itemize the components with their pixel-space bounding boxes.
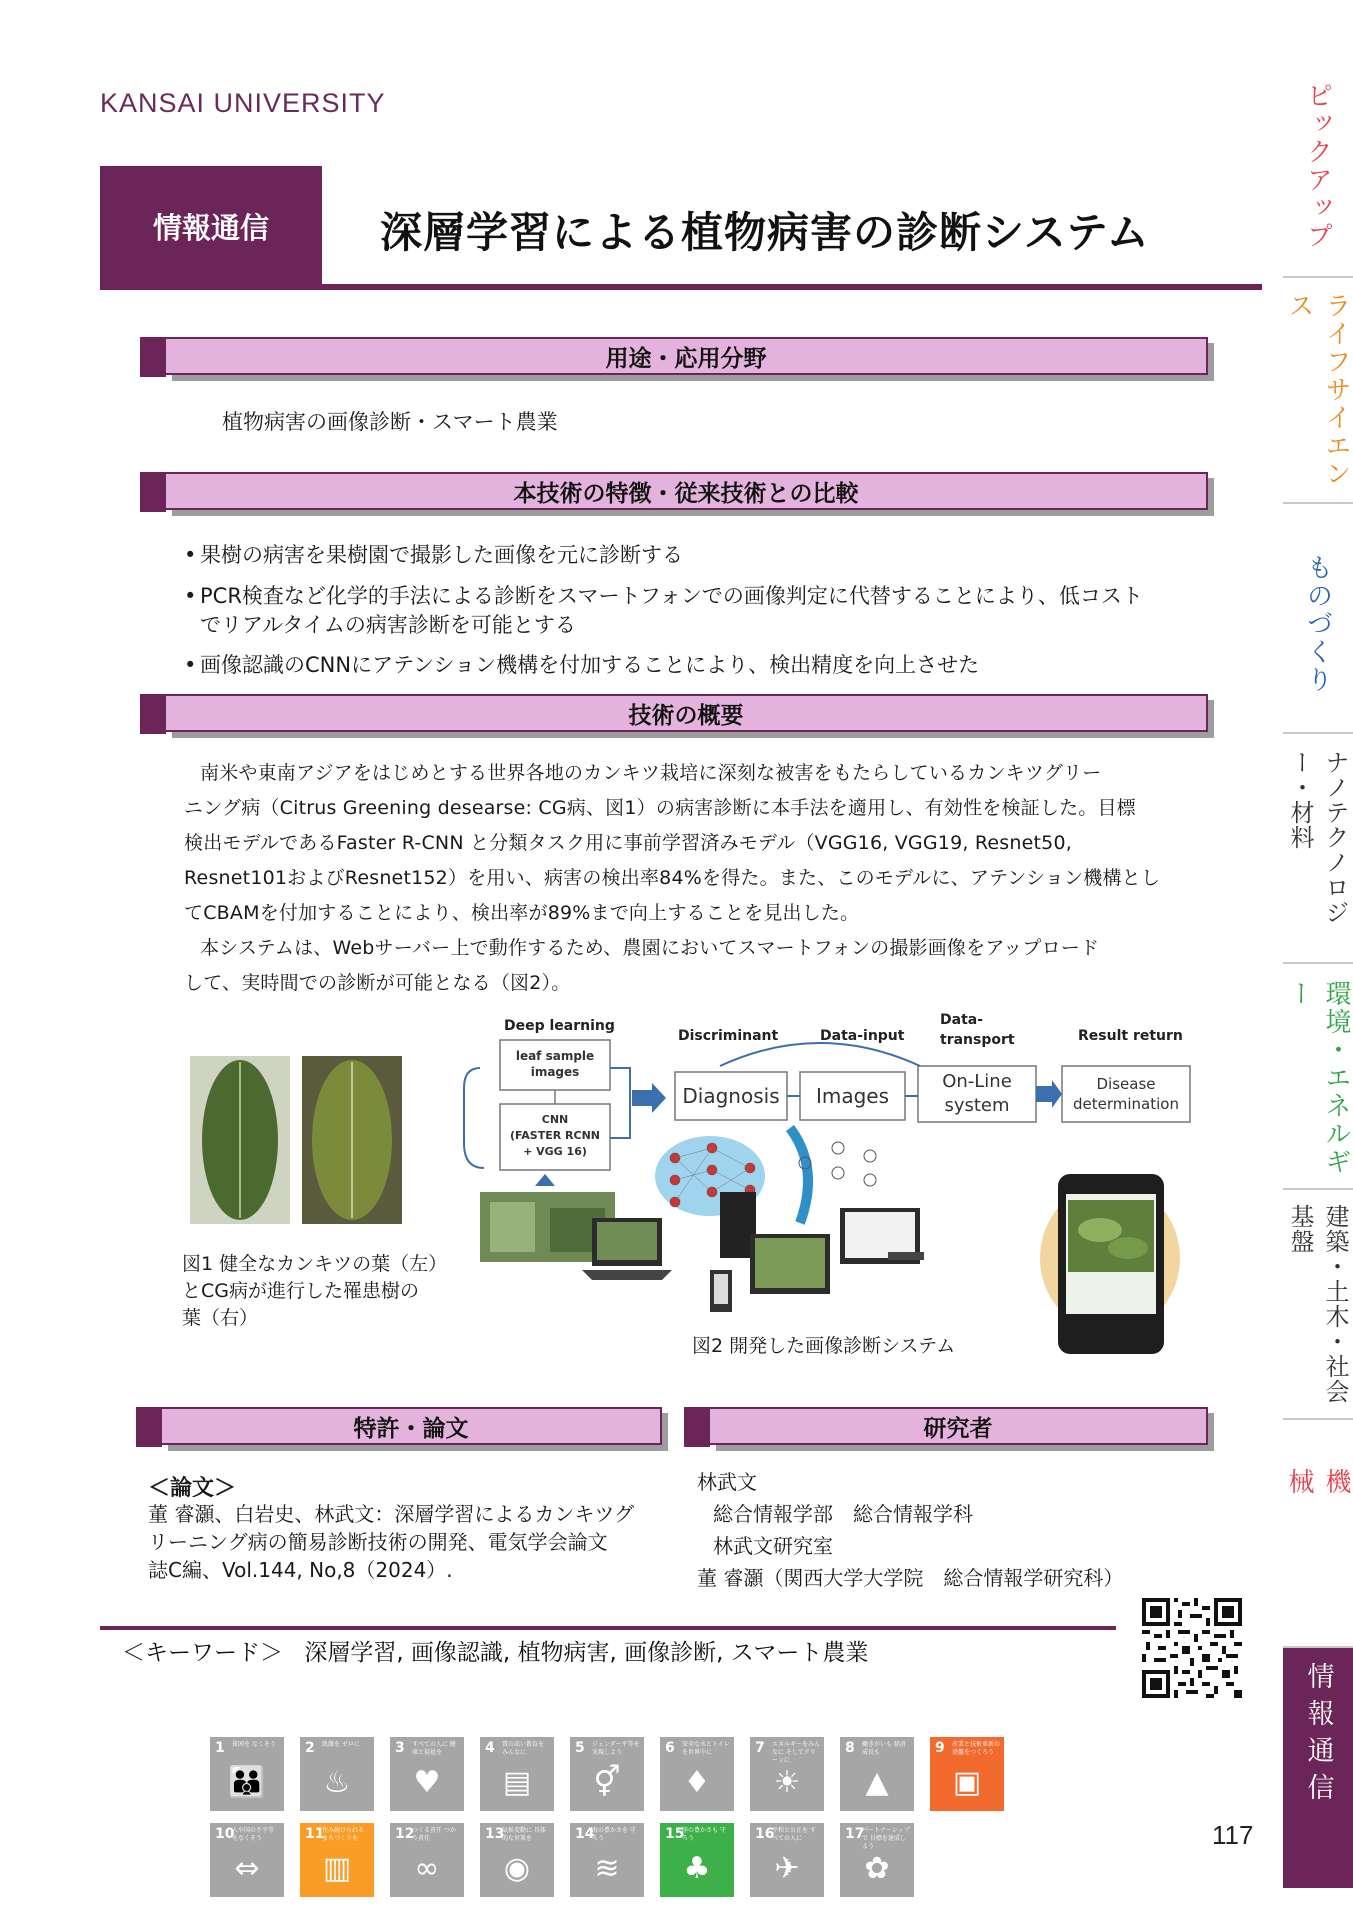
fig2-label-data-transport — [940, 1010, 1015, 1050]
bowl-icon: ♨ — [323, 1765, 351, 1800]
side-nav-divider — [1283, 962, 1353, 964]
researcher-affiliation: 総合情報学部 総合情報学科 — [713, 1502, 973, 1526]
patents-line: リーニング病の簡易診断技術の開発、電気学会論文 — [148, 1530, 608, 1554]
sdg-label: 平和と公正を すべての人に — [772, 1827, 816, 1842]
researchers-body — [697, 1466, 1123, 1594]
section-header-features — [140, 472, 1208, 514]
fig2-cnn-line: (FASTER RCNN — [510, 1129, 600, 1142]
section-title: 技術の概要 — [166, 694, 1208, 732]
side-nav-divider — [1283, 1418, 1353, 1420]
fig2-box-images: Images — [815, 1084, 890, 1108]
section-title: 本技術の特徴・従来技術との比較 — [166, 472, 1208, 510]
gender-icon: ⚥ — [593, 1765, 621, 1800]
sdg-label: 住み続けられる まちづくりを — [322, 1827, 365, 1842]
side-nav-label: ライフサイエンス — [1284, 292, 1351, 488]
feature-bullet: • 果樹の病害を果樹園で撮影した画像を元に診断する — [200, 541, 683, 570]
overview-line: ニング病（Citrus Greening desearse: CG病、図1）の病害診断に本手法を適用し、有効性を検証した。目標 — [184, 797, 1136, 819]
side-nav-item-pickup[interactable] — [1283, 82, 1353, 262]
figure1-caption — [182, 1251, 447, 1332]
city-icon: ▥ — [322, 1851, 352, 1886]
sdg-goal-14 — [570, 1823, 644, 1897]
sdg-goal-5 — [570, 1737, 644, 1811]
section-title: 用途・応用分野 — [166, 337, 1208, 375]
sdg-label: 貧困を なくそう — [232, 1741, 276, 1748]
section-title: 特許・論文 — [162, 1407, 662, 1445]
side-nav-item-ict-active[interactable] — [1283, 1648, 1353, 1888]
fig2-leaf-box — [500, 1048, 610, 1080]
fig2-label-data-input: Data-input — [820, 1028, 905, 1044]
sdg-icons — [210, 1737, 1170, 1897]
side-nav-divider — [1283, 732, 1353, 734]
fig2-leaf-line: images — [530, 1065, 580, 1079]
sdg-goal-12 — [390, 1823, 464, 1897]
sdg-goal-16 — [750, 1823, 824, 1897]
sdg-number: 8 — [845, 1740, 855, 1756]
page-number: 117 — [1212, 1820, 1254, 1850]
sdg-goal-11 — [300, 1823, 374, 1897]
section-cap — [140, 337, 166, 377]
sdg-number: 15 — [665, 1826, 685, 1842]
sdg-label: パートナーシップで 目標を達成しよう — [862, 1827, 910, 1850]
side-nav-label: ものづくり — [1302, 554, 1333, 694]
sdg-number: 17 — [845, 1826, 865, 1842]
sdg-goal-6 — [660, 1737, 734, 1811]
sdg-goal-3 — [390, 1737, 464, 1811]
side-nav-item-nanotech[interactable] — [1283, 750, 1353, 962]
sdg-number: 16 — [755, 1826, 775, 1842]
side-nav-label: 機 械 — [1284, 1468, 1351, 1564]
fig2-disease-line: Disease — [1096, 1075, 1156, 1093]
book-icon: ▤ — [502, 1765, 532, 1800]
section-cap — [136, 1407, 162, 1447]
sdg-label: 産業と技術革新の 基盤をつくろう — [952, 1741, 1001, 1756]
overview-line: 本システムは、Webサーバー上で動作するため、農園においてスマートフォンの撮影画像をアップロード — [200, 937, 1100, 959]
sdg-goal-2 — [300, 1737, 374, 1811]
side-nav-label: ナノテクノロジー・材料 — [1286, 750, 1349, 925]
sdg-goal-4 — [480, 1737, 554, 1811]
side-nav-item-mechanical[interactable] — [1283, 1468, 1353, 1608]
side-nav-divider — [1283, 276, 1353, 278]
sdg-goal-9 — [930, 1737, 1004, 1811]
infinity-icon: ∞ — [414, 1851, 440, 1886]
overview-line: 南米や東南アジアをはじめとする世界各地のカンキツ栽培に深刻な被害をもたらしているカンキツグリー — [200, 762, 1102, 784]
sdg-label: 人や国の不平等 をなくそう — [232, 1827, 275, 1842]
side-nav-item-monozukuri[interactable] — [1283, 554, 1353, 704]
section-cap — [684, 1407, 710, 1447]
water-drop-icon: ♦ — [683, 1765, 711, 1800]
section-cap — [140, 472, 166, 512]
overview-line: Resnet101およびResnet152）を用い、病害の検出率84%を得た。また、このモデルに、アテンション機構とし — [184, 867, 1161, 889]
sdg-label: 陸の豊かさも 守ろう — [682, 1827, 726, 1842]
sdg-label: 安全な水とトイレ を世界中に — [682, 1741, 730, 1756]
fig2-box-diagnosis: Diagnosis — [682, 1084, 780, 1108]
sdg-label: 質の高い教育を みんなに — [502, 1741, 545, 1756]
section-header-application — [140, 337, 1208, 379]
side-nav-label: 情報通信 — [1302, 1662, 1334, 1810]
fig2-label-deep-learning: Deep learning — [504, 1018, 615, 1034]
brand-name: KANSAI UNIVERSITY — [100, 88, 386, 118]
sdg-number: 12 — [395, 1826, 415, 1842]
sdg-label: 気候変動に 具体的な対策を — [502, 1827, 546, 1842]
section-title: 研究者 — [710, 1407, 1208, 1445]
figure2-caption: 図2 開発した画像診断システム — [692, 1335, 956, 1357]
sdg-label: エネルギーをみんなに そしてクリーンに — [772, 1741, 821, 1764]
side-nav-divider — [1283, 1188, 1353, 1190]
fig2-transport-line: transport — [940, 1032, 1015, 1048]
section-cap — [140, 694, 166, 734]
side-nav-label: 建築・土木・社会基盤 — [1286, 1204, 1349, 1404]
title-rule — [100, 284, 1262, 290]
fish-icon: ≋ — [594, 1851, 620, 1886]
fig2-cnn-line: + VGG 16) — [523, 1145, 587, 1158]
sdg-goal-8 — [840, 1737, 914, 1811]
figure1-caption-line: とCG病が進行した罹患樹の — [182, 1280, 419, 1302]
side-nav-divider — [1283, 502, 1353, 504]
sdg-number: 4 — [485, 1740, 495, 1756]
keywords-label: ＜キーワード＞ — [122, 1640, 283, 1666]
sdg-goal-15 — [660, 1823, 734, 1897]
category-tag: 情報通信 — [100, 166, 322, 286]
sdg-number: 7 — [755, 1740, 765, 1756]
sdg-goal-13 — [480, 1823, 554, 1897]
figure1-caption-line: 葉（右） — [182, 1307, 259, 1329]
fig2-label-result-return: Result return — [1078, 1028, 1183, 1044]
application-text: 植物病害の画像診断・スマート農業 — [222, 410, 558, 434]
heartbeat-icon: ♥ — [413, 1765, 441, 1800]
people-icon: 👪 — [228, 1765, 266, 1800]
tree-icon: ♣ — [683, 1851, 711, 1886]
side-nav-item-architecture[interactable] — [1283, 1204, 1353, 1414]
sdg-number: 3 — [395, 1740, 405, 1756]
sdg-number: 13 — [485, 1826, 505, 1842]
researcher-name: 董 睿灝（関西大学大学院 総合情報学研究科） — [697, 1566, 1124, 1590]
figure1-leaf-photos — [190, 1056, 402, 1224]
flower-icon: ✿ — [864, 1851, 890, 1886]
fig2-online-line: system — [944, 1095, 1010, 1116]
section-header-patents — [136, 1407, 662, 1449]
sdg-number: 1 — [215, 1740, 225, 1756]
sdg-number: 14 — [575, 1826, 595, 1842]
figure1-caption-line: 図1 健全なカンキツの葉（左） — [182, 1253, 448, 1275]
sdg-goal-17 — [840, 1823, 914, 1897]
sdg-number: 2 — [305, 1740, 315, 1756]
sdg-number: 6 — [665, 1740, 675, 1756]
overview-paragraph — [184, 756, 1184, 1001]
sdg-label: すべての人に 健康と福祉を — [412, 1741, 456, 1756]
fig2-transport-line: Data- — [940, 1012, 984, 1028]
page-title: 深層学習による植物病害の診断システム — [380, 208, 1150, 257]
researcher-lab: 林武文研究室 — [713, 1534, 833, 1558]
section-header-researchers — [684, 1407, 1208, 1449]
sdg-label: 海の豊かさを 守ろう — [592, 1827, 636, 1842]
eye-icon: ◉ — [503, 1851, 531, 1886]
patents-line: 董 睿灝、白岩史、林武文：深層学習によるカンキツグ — [148, 1502, 635, 1526]
sun-icon: ☀ — [773, 1765, 801, 1800]
overview-line: てCBAMを付加することにより、検出率が89%まで向上することを見出した。 — [184, 902, 860, 924]
researcher-name: 林武文 — [697, 1470, 757, 1494]
figure2-system-diagram — [460, 1008, 1200, 1358]
side-nav-item-environment[interactable] — [1283, 980, 1353, 1180]
patents-body — [148, 1500, 634, 1584]
fig2-online-line: On-Line — [942, 1071, 1012, 1092]
sdg-number: 5 — [575, 1740, 585, 1756]
section-header-overview — [140, 694, 1208, 736]
growth-chart-icon: ▲ — [865, 1765, 889, 1800]
sdg-label: つくる責任 つかう責任 — [412, 1827, 456, 1842]
side-nav-item-lifescience[interactable] — [1283, 292, 1353, 512]
fig2-label-discriminant: Discriminant — [678, 1028, 779, 1044]
overview-line: 検出モデルであるFaster R-CNN と分類タスク用に事前学習済みモデル（VGG16, VGG19, Resnet50, — [184, 832, 1072, 854]
sdg-goal-7 — [750, 1737, 824, 1811]
sdg-label: 飢餓を ゼロに — [322, 1741, 360, 1748]
side-nav-label: ピックアップ — [1302, 82, 1333, 250]
feature-bullet: • 画像認識のCNNにアテンション機構を付加することにより、検出精度を向上させた — [200, 651, 979, 680]
keywords-line — [122, 1634, 868, 1667]
patents-line: 誌C編、Vol.144, No,8（2024）. — [148, 1558, 453, 1582]
dove-icon: ✈ — [774, 1851, 800, 1886]
sdg-number: 11 — [305, 1826, 325, 1842]
qr-code[interactable] — [1142, 1598, 1242, 1698]
sdg-label: 働きがいも 経済成長も — [862, 1741, 906, 1756]
equality-icon: ⇔ — [234, 1851, 260, 1886]
sdg-goal-10 — [210, 1823, 284, 1897]
sdg-number: 10 — [215, 1826, 235, 1842]
keywords-rule — [100, 1626, 1116, 1630]
feature-bullet: • PCR検査など化学的手法による診断をスマートフォンでの画像判定に代替することにより、低コスト — [200, 582, 1143, 611]
sdg-number: 9 — [935, 1740, 945, 1756]
keywords-text: 深層学習, 画像認識, 植物病害, 画像診断, スマート農業 — [304, 1640, 869, 1666]
sdg-goal-1 — [210, 1737, 284, 1811]
overview-line: して、実時間での診断が可能となる（図2）。 — [184, 972, 571, 994]
fig2-cnn-line: CNN — [541, 1113, 569, 1126]
side-nav-label: 環境・エネルギー — [1284, 980, 1351, 1176]
sdg-label: ジェンダー平等を 実現しよう — [592, 1741, 640, 1756]
fig2-cnn-box — [500, 1112, 610, 1160]
patents-subheading: ＜論文＞ — [148, 1476, 237, 1501]
fig2-box-disease — [1062, 1074, 1190, 1114]
fig2-disease-line: determination — [1073, 1095, 1179, 1113]
cubes-icon: ▣ — [952, 1765, 982, 1800]
fig2-box-online — [918, 1070, 1036, 1118]
fig2-leaf-line: leaf sample — [515, 1049, 595, 1063]
feature-bullet-continuation: でリアルタイムの病害診断を可能とする — [200, 613, 576, 637]
